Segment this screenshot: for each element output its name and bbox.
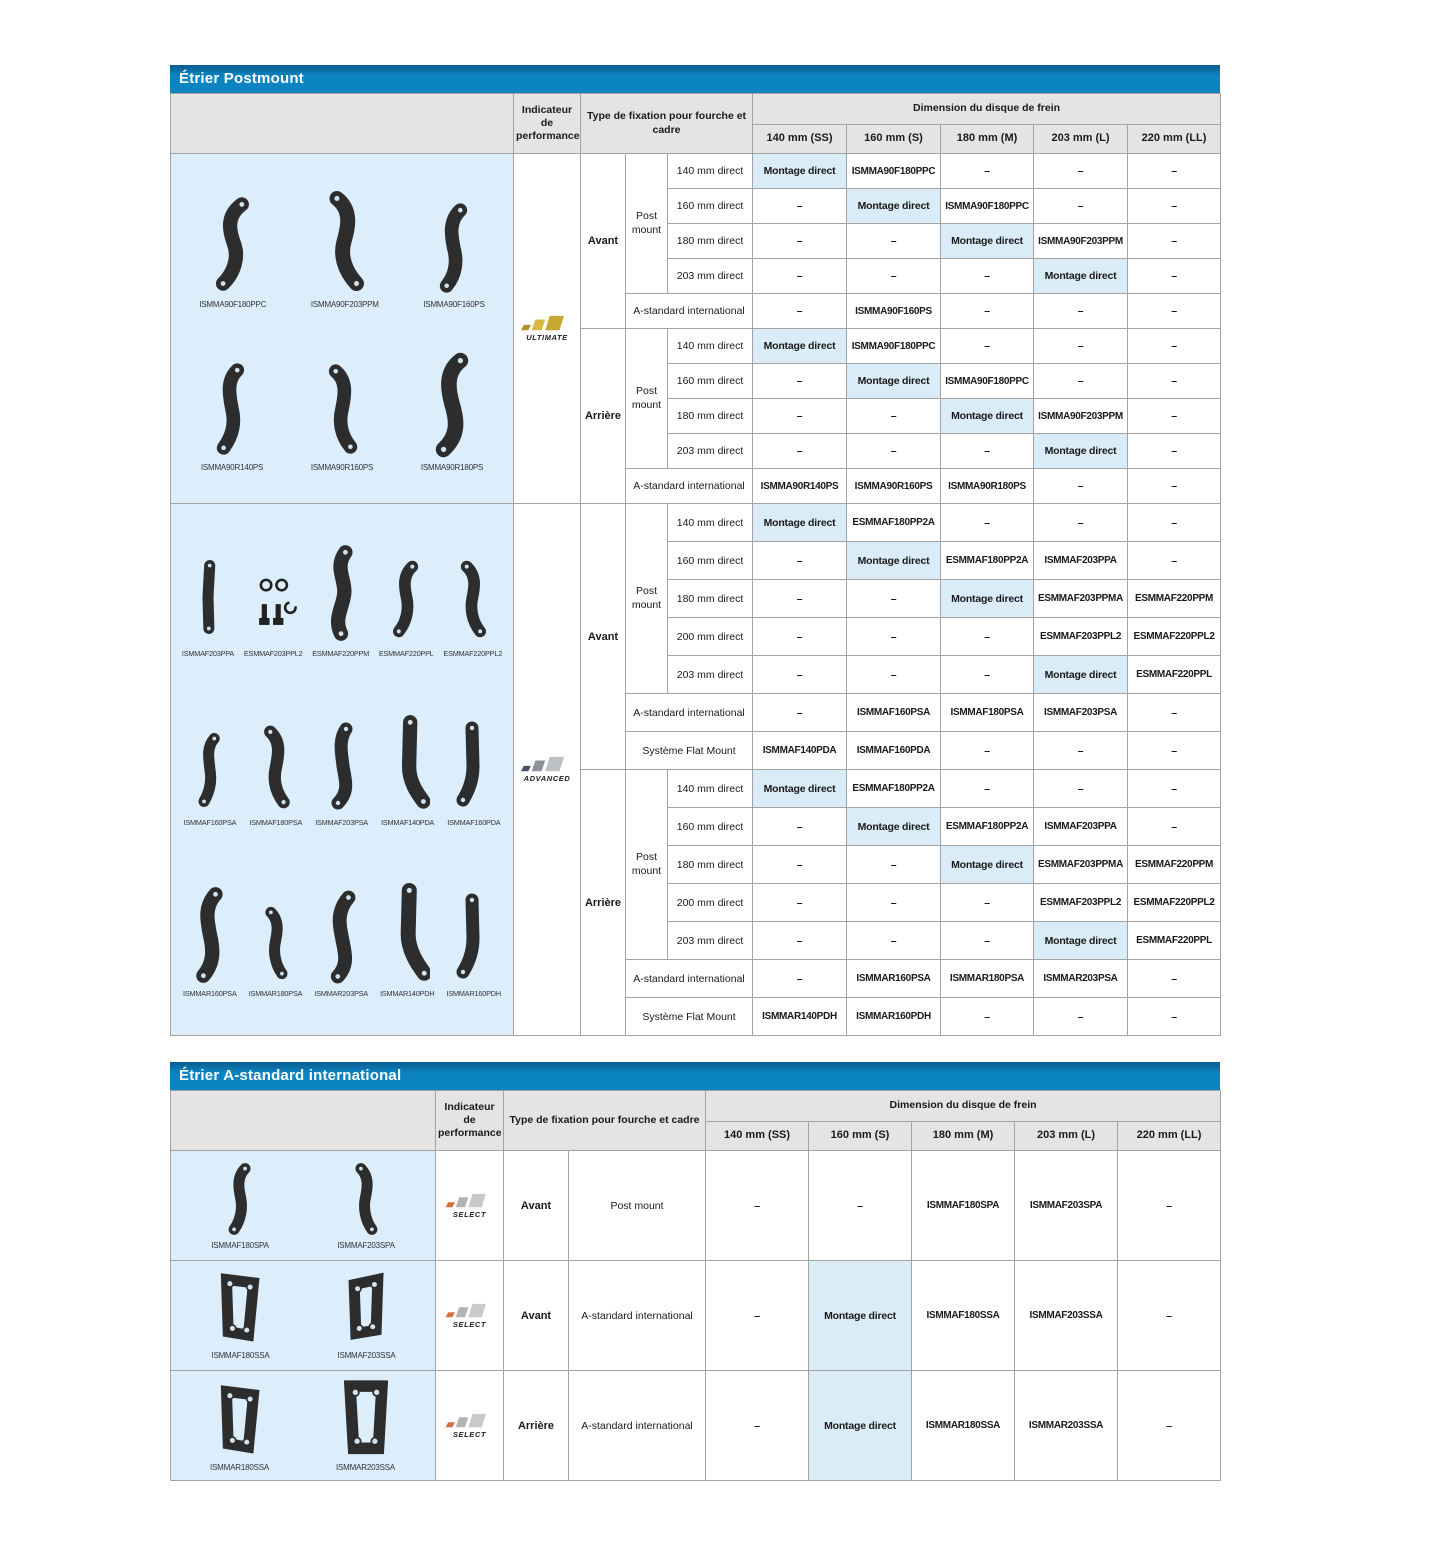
product-label: ISMMAR180SSA xyxy=(210,1463,269,1472)
spec-cell: ESMMAF180PP2A xyxy=(941,808,1034,846)
spec-cell: – xyxy=(753,960,847,998)
product-thumb xyxy=(380,881,434,998)
spec-cell: – xyxy=(706,1151,809,1261)
select-product-gallery xyxy=(171,1371,436,1481)
spec-cell: ISMMAF180SPA xyxy=(912,1151,1015,1261)
dim-col-180: 180 mm (M) xyxy=(941,125,1034,154)
spec-cell: – xyxy=(941,434,1034,469)
row-label: 203 mm direct xyxy=(668,656,753,694)
row-label: 200 mm direct xyxy=(668,618,753,656)
side-label-front: Avant xyxy=(581,154,626,329)
row-label-flat: Système Flat Mount xyxy=(626,732,753,770)
spec-cell: Montage direct xyxy=(941,580,1034,618)
side-label-front: Avant xyxy=(581,504,626,770)
dim-col-203: 203 mm (L) xyxy=(1015,1122,1118,1151)
spec-cell: ESMMAF220PPM xyxy=(1128,846,1221,884)
spec-cell: ISMMA90F180PPC xyxy=(847,329,941,364)
spec-cell: ISMMA90R160PS xyxy=(847,469,941,504)
product-thumb xyxy=(335,1379,397,1472)
product-label: ESMMAF203PPL2 xyxy=(243,649,303,659)
row-label: 140 mm direct xyxy=(668,504,753,542)
row-label-astd: A-standard international xyxy=(626,294,753,329)
spec-cell: ISMMAF140PDA xyxy=(753,732,847,770)
spec-cell: – xyxy=(1034,469,1128,504)
spec-cell: ESMMAF180PP2A xyxy=(941,542,1034,580)
product-thumb xyxy=(421,351,483,472)
spec-cell: Montage direct xyxy=(847,808,941,846)
spec-cell: – xyxy=(941,259,1034,294)
product-label: ISMMAF203PPA xyxy=(181,649,235,659)
spec-cell: ISMMA90R180PS xyxy=(941,469,1034,504)
spec-cell: – xyxy=(753,434,847,469)
row-label: 160 mm direct xyxy=(668,364,753,399)
spec-cell: ISMMA90F203PPM xyxy=(1034,399,1128,434)
product-thumb xyxy=(314,889,368,998)
spec-cell: ISMMAR203SSA xyxy=(1015,1371,1118,1481)
spec-cell: – xyxy=(1128,189,1221,224)
image-column-header xyxy=(171,94,514,154)
spec-cell: – xyxy=(847,580,941,618)
spec-cell: ESMMAF220PPL2 xyxy=(1128,618,1221,656)
dim-col-160: 160 mm (S) xyxy=(809,1122,912,1151)
product-thumb xyxy=(199,192,266,309)
product-label: ISMMAR203PSA xyxy=(314,988,368,998)
spec-cell: Montage direct xyxy=(809,1261,912,1371)
spec-cell: Montage direct xyxy=(941,846,1034,884)
spec-cell: – xyxy=(941,618,1034,656)
product-thumb xyxy=(182,549,234,658)
product-thumb xyxy=(211,1161,268,1250)
image-column-header xyxy=(171,1091,436,1151)
spec-cell: – xyxy=(1118,1151,1221,1261)
spec-cell: – xyxy=(1128,808,1221,846)
spec-cell: ISMMAR160PSA xyxy=(847,960,941,998)
astandard-title: Étrier A-standard international xyxy=(170,1062,1220,1090)
spec-cell: – xyxy=(847,846,941,884)
spec-cell: – xyxy=(847,434,941,469)
spec-cell: ISMMAR140PDH xyxy=(753,998,847,1036)
spec-cell: – xyxy=(847,922,941,960)
dim-col-203: 203 mm (L) xyxy=(1034,125,1128,154)
post-mount-label: Post mount xyxy=(626,329,668,469)
spec-cell: – xyxy=(753,808,847,846)
spec-cell: – xyxy=(941,884,1034,922)
spec-cell: ISMMA90F180PPC xyxy=(941,364,1034,399)
spec-cell: – xyxy=(1128,294,1221,329)
postmount-table xyxy=(170,93,1221,1036)
product-label: ISMMAF140PDA xyxy=(381,817,435,827)
row-label: 180 mm direct xyxy=(668,399,753,434)
select-indicator-cell xyxy=(436,1371,504,1481)
astandard-table xyxy=(170,1090,1221,1481)
product-thumb xyxy=(311,359,373,472)
spec-cell: – xyxy=(941,154,1034,189)
product-label: ISMMA90R140PS xyxy=(200,462,264,472)
spec-cell: – xyxy=(1034,329,1128,364)
product-thumb xyxy=(447,716,500,827)
side-label-rear: Arrière xyxy=(581,770,626,1036)
ultimate-indicator-cell xyxy=(514,154,581,504)
spec-cell: ESMMAF203PPMA xyxy=(1034,580,1128,618)
product-label: ISMMAF160PDA xyxy=(447,817,501,827)
spec-cell: – xyxy=(1128,998,1221,1036)
product-label: ISMMA90F203PPM xyxy=(310,299,379,309)
spec-cell: – xyxy=(1128,504,1221,542)
product-label: ISMMA90F180PPC xyxy=(199,299,267,309)
fixation-type: Post mount xyxy=(569,1151,706,1261)
product-thumb xyxy=(379,553,434,658)
spec-cell: Montage direct xyxy=(809,1371,912,1481)
spec-cell: – xyxy=(1128,434,1221,469)
product-label: ISMMAF203SPA xyxy=(337,1241,395,1250)
product-label: ISMMAF160PSA xyxy=(183,817,237,827)
spec-cell: – xyxy=(1034,998,1128,1036)
spec-cell: ISMMAF203SPA xyxy=(1015,1151,1118,1261)
row-label: 180 mm direct xyxy=(668,846,753,884)
select-indicator-cell xyxy=(436,1151,504,1261)
spec-cell: – xyxy=(753,259,847,294)
product-thumb xyxy=(184,726,237,827)
product-thumb xyxy=(315,718,368,827)
spec-cell: ISMMAF160PSA xyxy=(847,694,941,732)
spec-cell: ESMMAF203PPMA xyxy=(1034,846,1128,884)
spec-cell: – xyxy=(1034,364,1128,399)
product-label: ISMMAR203SSA xyxy=(336,1463,395,1472)
side-label: Avant xyxy=(504,1261,569,1371)
spec-cell: – xyxy=(1128,364,1221,399)
product-thumb xyxy=(311,186,379,309)
row-label-astd: A-standard international xyxy=(626,469,753,504)
spec-cell: ESMMAF203PPL2 xyxy=(1034,618,1128,656)
spec-cell: – xyxy=(1034,294,1128,329)
spec-cell: – xyxy=(847,224,941,259)
spec-cell: – xyxy=(941,294,1034,329)
spec-cell: – xyxy=(753,884,847,922)
spec-cell: ISMMA90R140PS xyxy=(753,469,847,504)
spec-cell: – xyxy=(847,884,941,922)
spec-cell: – xyxy=(1118,1261,1221,1371)
product-label: ISMMA90R160PS xyxy=(310,462,374,472)
product-label: ISMMAF180PSA xyxy=(249,817,303,827)
product-thumb xyxy=(201,359,263,472)
advanced-logo-icon: ADVANCED xyxy=(516,756,578,783)
product-label: ISMMA90R180PS xyxy=(420,462,484,472)
spec-cell: ISMMAR160PDH xyxy=(847,998,941,1036)
spec-cell: – xyxy=(753,694,847,732)
spec-cell: – xyxy=(1128,259,1221,294)
spec-cell: – xyxy=(847,618,941,656)
spec-cell: – xyxy=(753,364,847,399)
row-label: 140 mm direct xyxy=(668,154,753,189)
product-label: ISMMAR160PDH xyxy=(446,988,501,998)
fixation-type: A-standard international xyxy=(569,1371,706,1481)
fixation-type: A-standard international xyxy=(569,1261,706,1371)
spec-cell: – xyxy=(753,294,847,329)
product-thumb xyxy=(447,889,501,998)
product-label: ISMMAF203SSA xyxy=(337,1351,396,1360)
product-label: ISMMAR160PSA xyxy=(183,988,237,998)
spec-cell: – xyxy=(847,399,941,434)
spec-cell: ISMMAF203SSA xyxy=(1015,1261,1118,1371)
postmount-title: Étrier Postmount xyxy=(170,65,1220,93)
side-label-rear: Arrière xyxy=(581,329,626,504)
spec-cell: ISMMAF180PSA xyxy=(941,694,1034,732)
performance-header: Indicateur de performance xyxy=(436,1091,504,1151)
row-label: 140 mm direct xyxy=(668,770,753,808)
fixation-header: Type de fixation pour fourche et cadre xyxy=(504,1091,706,1151)
spec-cell: ISMMA90F203PPM xyxy=(1034,224,1128,259)
product-label: ISMMAR140PDH xyxy=(380,988,435,998)
fixation-header: Type de fixation pour fourche et cadre xyxy=(581,94,753,154)
row-label: 200 mm direct xyxy=(668,884,753,922)
product-thumb xyxy=(244,565,303,658)
dim-col-140: 140 mm (SS) xyxy=(706,1122,809,1151)
product-thumb xyxy=(183,885,237,998)
spec-cell: – xyxy=(1034,732,1128,770)
spec-cell: ESMMAF220PPL xyxy=(1128,922,1221,960)
row-label-astd: A-standard international xyxy=(626,960,753,998)
spec-cell: ISMMAF203PPA xyxy=(1034,542,1128,580)
product-label: ISMMAF203PSA xyxy=(315,817,368,827)
spec-cell: Montage direct xyxy=(941,399,1034,434)
product-thumb xyxy=(249,720,302,827)
spec-cell: ESMMAF220PPL2 xyxy=(1128,884,1221,922)
spec-cell: – xyxy=(1128,154,1221,189)
spec-cell: – xyxy=(941,922,1034,960)
select-product-gallery xyxy=(171,1151,436,1261)
product-label: ISMMAR180PSA xyxy=(248,988,303,998)
row-label: 160 mm direct xyxy=(668,542,753,580)
spec-cell: ESMMAF180PP2A xyxy=(847,770,941,808)
spec-cell: Montage direct xyxy=(1034,922,1128,960)
dim-col-140: 140 mm (SS) xyxy=(753,125,847,154)
product-label: ISMMAF180SPA xyxy=(211,1241,269,1250)
side-label: Arrière xyxy=(504,1371,569,1481)
row-label: 180 mm direct xyxy=(668,224,753,259)
spec-cell: – xyxy=(1034,189,1128,224)
side-label: Avant xyxy=(504,1151,569,1261)
spec-cell: Montage direct xyxy=(1034,434,1128,469)
spec-cell: – xyxy=(1128,694,1221,732)
spec-cell: – xyxy=(1128,224,1221,259)
spec-cell: ISMMAR180SSA xyxy=(912,1371,1015,1481)
spec-cell: Montage direct xyxy=(753,504,847,542)
product-thumb xyxy=(312,541,369,658)
dim-col-160: 160 mm (S) xyxy=(847,125,941,154)
spec-cell: – xyxy=(1118,1371,1221,1481)
spec-cell: – xyxy=(753,922,847,960)
select-logo-icon: SELECT xyxy=(438,1303,501,1329)
row-label: 203 mm direct xyxy=(668,434,753,469)
spec-cell: – xyxy=(847,656,941,694)
spec-cell: Montage direct xyxy=(753,154,847,189)
dim-col-220: 220 mm (LL) xyxy=(1128,125,1221,154)
spec-cell: Montage direct xyxy=(753,329,847,364)
dim-col-220: 220 mm (LL) xyxy=(1118,1122,1221,1151)
product-thumb xyxy=(423,200,484,309)
spec-cell: – xyxy=(1034,770,1128,808)
spec-cell: – xyxy=(1034,154,1128,189)
spec-cell: – xyxy=(1128,399,1221,434)
spec-cell: Montage direct xyxy=(847,542,941,580)
product-thumb xyxy=(337,1161,394,1250)
row-label: 140 mm direct xyxy=(668,329,753,364)
row-label-flat: Système Flat Mount xyxy=(626,998,753,1036)
spec-cell: – xyxy=(1128,469,1221,504)
spec-cell: – xyxy=(753,542,847,580)
spec-cell: – xyxy=(753,189,847,224)
spec-cell: ISMMA90F180PPC xyxy=(847,154,941,189)
spec-cell: – xyxy=(1034,504,1128,542)
spec-cell: ISMMAF203PSA xyxy=(1034,694,1128,732)
performance-header: Indicateur de performance xyxy=(514,94,581,154)
spec-cell: – xyxy=(753,656,847,694)
row-label: 160 mm direct xyxy=(668,189,753,224)
row-label: 160 mm direct xyxy=(668,808,753,846)
small-parts-icon xyxy=(247,565,299,645)
post-mount-label: Post mount xyxy=(626,154,668,294)
row-label: 203 mm direct xyxy=(668,259,753,294)
product-thumb xyxy=(249,901,303,998)
spec-cell: Montage direct xyxy=(753,770,847,808)
product-thumb xyxy=(210,1383,270,1472)
spec-cell: – xyxy=(809,1151,912,1261)
spec-cell: – xyxy=(941,732,1034,770)
spec-cell: Montage direct xyxy=(847,189,941,224)
spec-cell: ESMMAF203PPL2 xyxy=(1034,884,1128,922)
select-indicator-cell xyxy=(436,1261,504,1371)
spec-cell: ISMMAF180SSA xyxy=(912,1261,1015,1371)
product-thumb xyxy=(337,1271,395,1360)
spec-cell: – xyxy=(753,224,847,259)
product-thumb xyxy=(443,553,502,658)
spec-cell: – xyxy=(941,770,1034,808)
select-logo-icon: SELECT xyxy=(438,1193,501,1219)
spec-cell: Montage direct xyxy=(941,224,1034,259)
select-product-gallery xyxy=(171,1261,436,1371)
spec-cell: – xyxy=(847,259,941,294)
spec-cell: – xyxy=(706,1371,809,1481)
product-label: ESMMAF220PPL2 xyxy=(443,649,503,659)
spec-cell: ESMMAF220PPL xyxy=(1128,656,1221,694)
disc-dimension-header: Dimension du disque de frein xyxy=(753,94,1221,125)
ultimate-product-gallery xyxy=(171,154,514,504)
product-label: ESMMAF220PPM xyxy=(312,649,370,659)
spec-cell: Montage direct xyxy=(847,364,941,399)
ultimate-logo-icon: ULTIMATE xyxy=(516,315,578,342)
product-label: ISMMAF180SSA xyxy=(211,1351,270,1360)
spec-cell: ISMMA90F160PS xyxy=(847,294,941,329)
spec-cell: Montage direct xyxy=(1034,259,1128,294)
spec-cell: – xyxy=(753,399,847,434)
dim-col-180: 180 mm (M) xyxy=(912,1122,1015,1151)
spec-cell: – xyxy=(753,846,847,884)
spec-cell: ISMMA90F180PPC xyxy=(941,189,1034,224)
spec-cell: ISMMAF203PPA xyxy=(1034,808,1128,846)
spec-cell: – xyxy=(706,1261,809,1371)
spec-cell: – xyxy=(941,998,1034,1036)
spec-cell: – xyxy=(941,656,1034,694)
spec-cell: ESMMAF220PPM xyxy=(1128,580,1221,618)
row-label: 203 mm direct xyxy=(668,922,753,960)
spec-cell: – xyxy=(1128,732,1221,770)
spec-cell: – xyxy=(1128,960,1221,998)
post-mount-label: Post mount xyxy=(626,504,668,694)
row-label: 180 mm direct xyxy=(668,580,753,618)
product-thumb xyxy=(210,1271,270,1360)
advanced-indicator-cell xyxy=(514,504,581,1036)
spec-cell: Montage direct xyxy=(1034,656,1128,694)
spec-cell: – xyxy=(753,618,847,656)
product-label: ESMMAF220PPL xyxy=(378,649,434,659)
spec-cell: ISMMAR180PSA xyxy=(941,960,1034,998)
product-label: ISMMA90F160PS xyxy=(423,299,485,309)
advanced-product-gallery xyxy=(171,504,514,1036)
spec-cell: ESMMAF180PP2A xyxy=(847,504,941,542)
spec-cell: ISMMAF160PDA xyxy=(847,732,941,770)
product-thumb xyxy=(381,712,434,827)
spec-cell: – xyxy=(1128,329,1221,364)
spec-cell: – xyxy=(1128,770,1221,808)
spec-cell: – xyxy=(941,329,1034,364)
spec-cell: – xyxy=(941,504,1034,542)
spec-cell: – xyxy=(753,580,847,618)
spec-cell: – xyxy=(1128,542,1221,580)
row-label-astd: A-standard international xyxy=(626,694,753,732)
disc-dimension-header: Dimension du disque de frein xyxy=(706,1091,1221,1122)
post-mount-label: Post mount xyxy=(626,770,668,960)
select-logo-icon: SELECT xyxy=(438,1413,501,1439)
spec-cell: ISMMAR203PSA xyxy=(1034,960,1128,998)
